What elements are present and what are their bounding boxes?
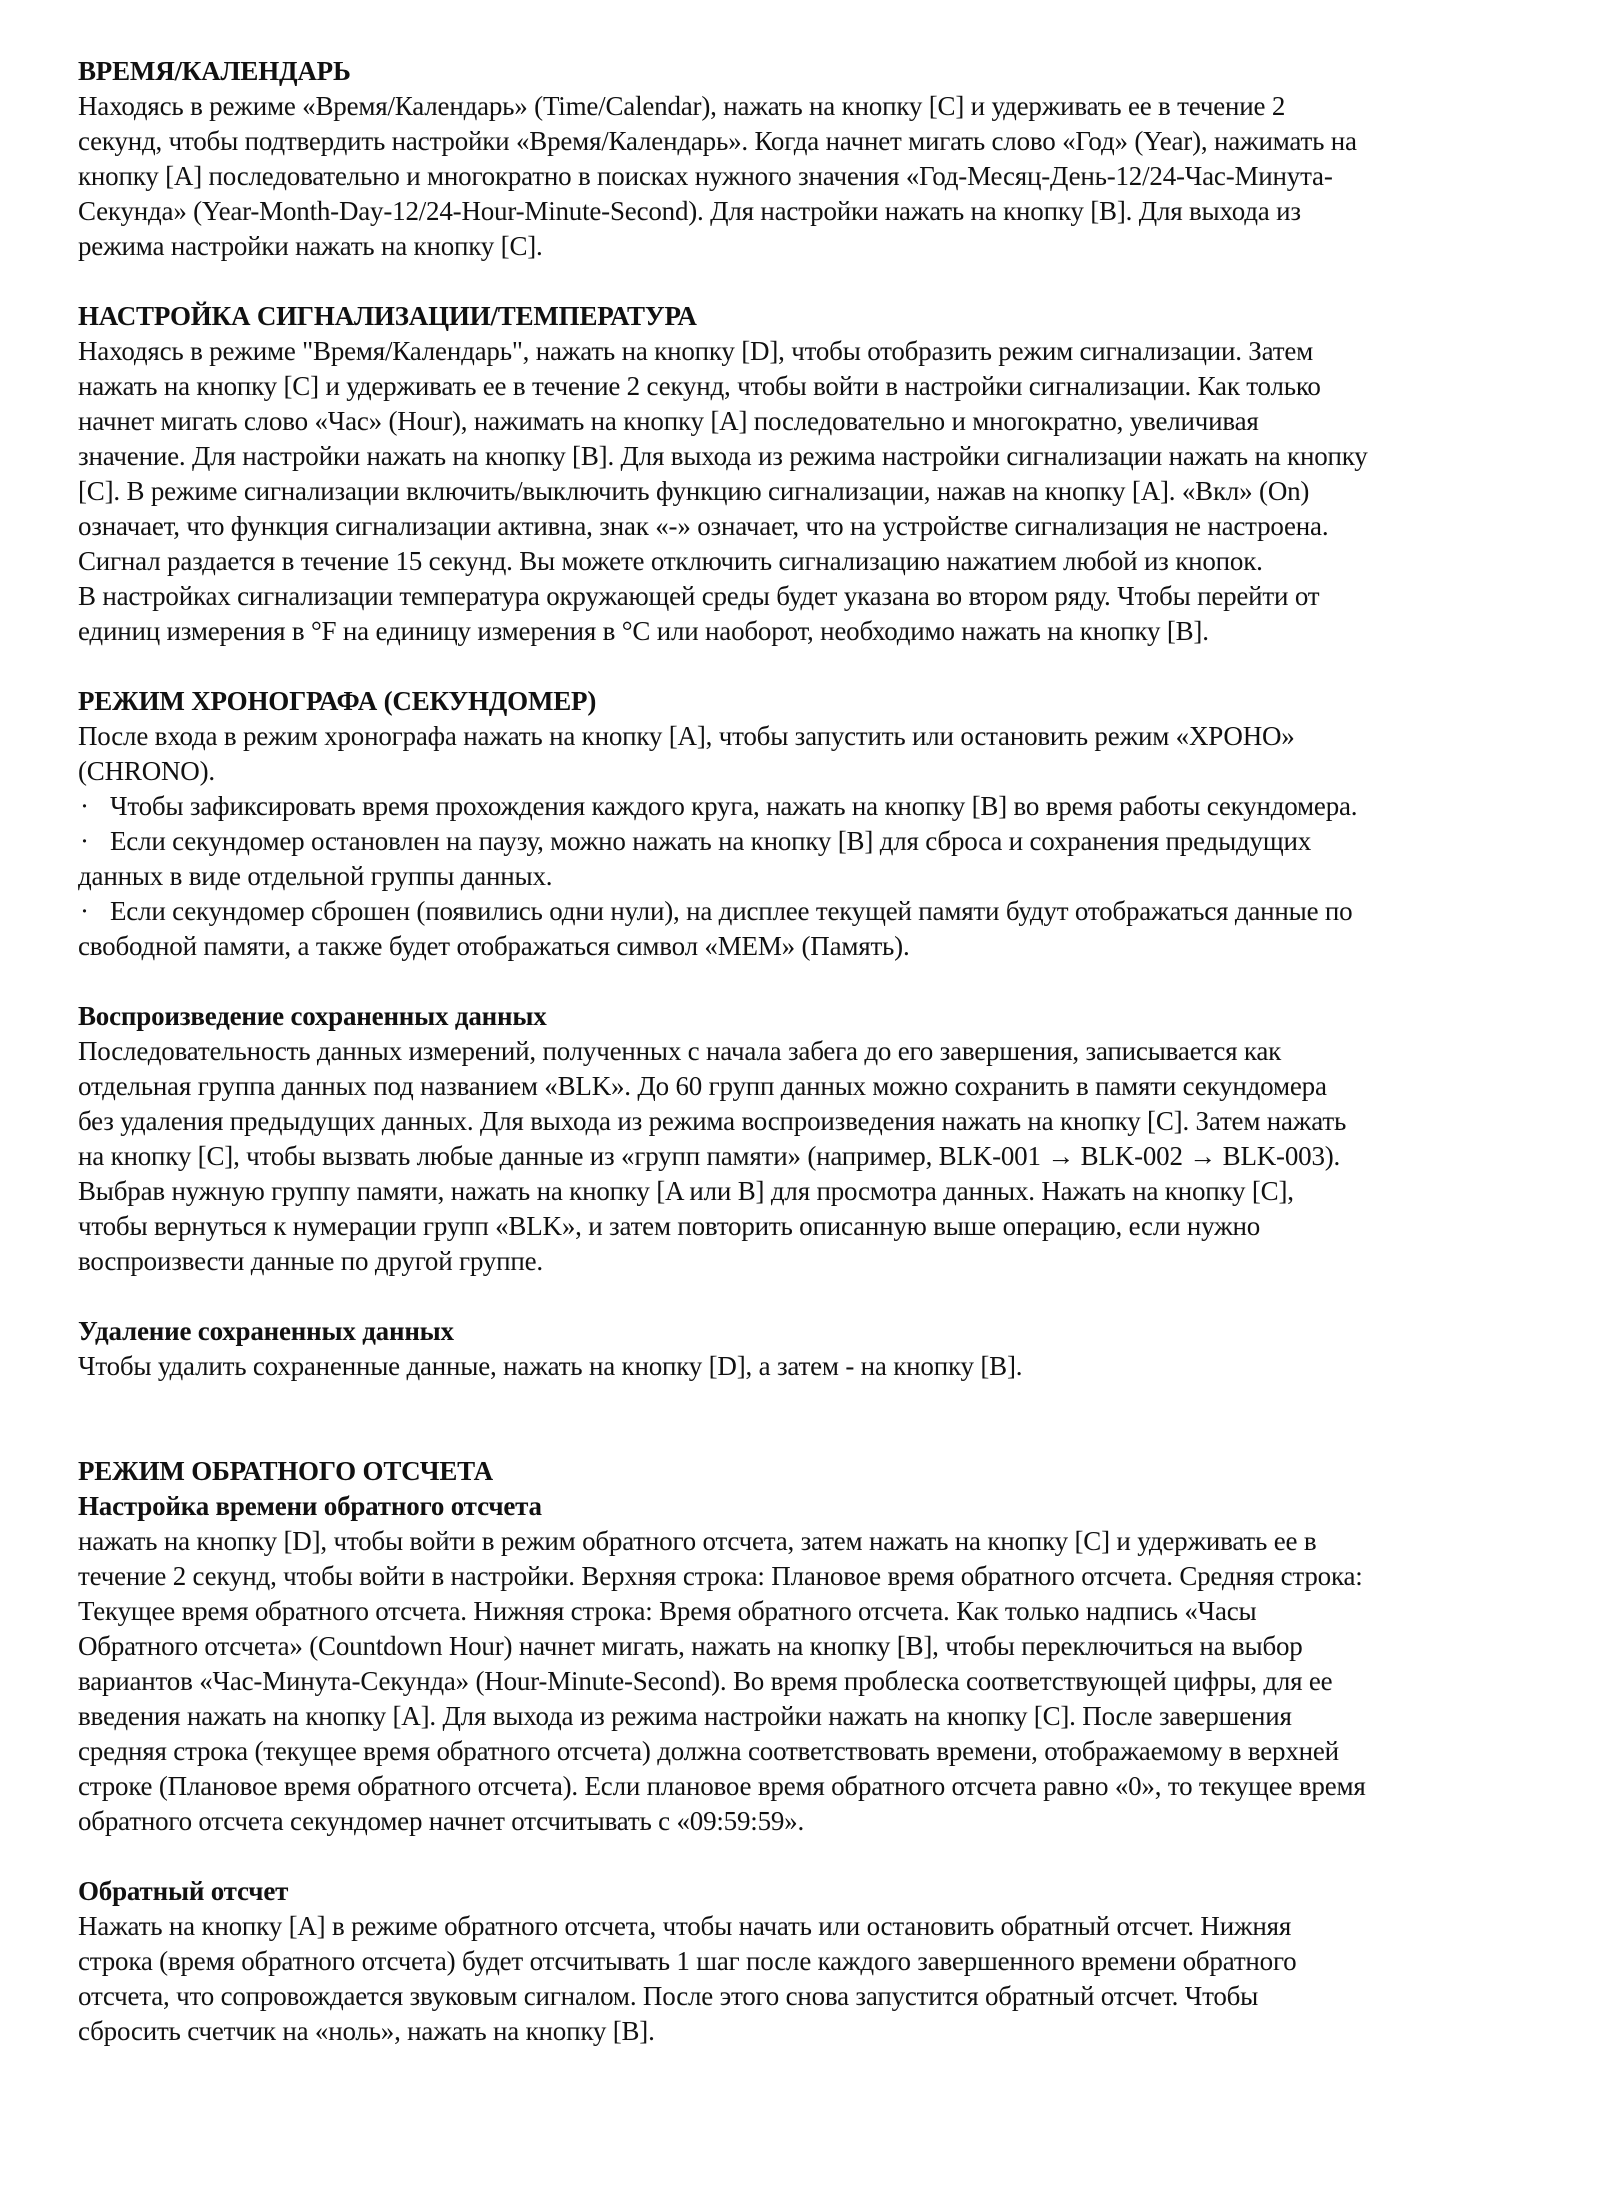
paragraph-line: течение 2 секунд, чтобы войти в настройки. Верхняя строка: Плановое время обратного отсчета. Средняя строка:	[78, 1561, 1363, 1591]
paragraph-line: введения нажать на кнопку [A]. Для выхода из режима настройки нажать на кнопку [C]. После завершения	[78, 1701, 1292, 1731]
paragraph-line: Нажать на кнопку [A] в режиме обратного отсчета, чтобы начать или остановить обратный отсчет. Нижняя	[78, 1911, 1292, 1941]
section-chronograph	[78, 684, 1500, 964]
paragraph-line: воспроизвести данные по другой группе.	[78, 1246, 543, 1276]
section-playback-saved-data	[78, 999, 1500, 1279]
section-subheading: Настройка времени обратного отсчета	[78, 1491, 542, 1521]
section-heading: Обратный отсчет	[78, 1876, 289, 1906]
bullet-text: Если секундомер сброшен (появились одни нули), на дисплее текущей памяти будут отображаться данные по	[110, 896, 1353, 926]
paragraph-line: (CHRONO).	[78, 756, 215, 786]
section-countdown	[78, 1874, 1500, 2049]
paragraph-line: на кнопку [C], чтобы вызвать любые данные из «групп памяти» (например, BLK-001 → BLK-002 → BLK-003).	[78, 1141, 1341, 1171]
paragraph-line: Последовательность данных измерений, полученных с начала забега до его завершения, записывается как	[78, 1036, 1282, 1066]
paragraph-line: отдельная группа данных под названием «BLK». До 60 групп данных можно сохранить в памяти секундомера	[78, 1071, 1327, 1101]
bullet-list	[78, 789, 1500, 964]
paragraph-line: обратного отсчета секундомер начнет отсчитывать с «09:59:59».	[78, 1806, 805, 1836]
paragraph-line: Чтобы удалить сохраненные данные, нажать на кнопку [D], а затем - на кнопку [B].	[78, 1351, 1023, 1381]
bullet-continuation-line: свободной памяти, а также будет отображаться символ «MEM» (Память).	[78, 931, 910, 961]
section-countdown-mode	[78, 1454, 1500, 1839]
paragraph-line: секунд, чтобы подтвердить настройки «Время/Календарь». Когда начнет мигать слово «Год» (Year), нажимать на	[78, 126, 1357, 156]
paragraph-line: [C]. В режиме сигнализации включить/выключить функцию сигнализации, нажав на кнопку [A]. «Вкл» (On)	[78, 476, 1310, 506]
paragraph-line: кнопку [A] последовательно и многократно в поисках нужного значения «Год-Месяц-День-12/24-Час-Минута-	[78, 161, 1333, 191]
section-time-calendar	[78, 54, 1500, 264]
bullet-continuation-line: данных в виде отдельной группы данных.	[78, 861, 553, 891]
bullet-first-line	[78, 894, 1500, 929]
paragraph-line: строка (время обратного отсчета) будет отсчитывать 1 шаг после каждого завершенного времени обратного	[78, 1946, 1297, 1976]
section-heading: НАСТРОЙКА СИГНАЛИЗАЦИИ/ТЕМПЕРАТУРА	[78, 301, 697, 331]
paragraph-line: строке (Плановое время обратного отсчета). Если плановое время обратного отсчета равно «0», то текущее время	[78, 1771, 1366, 1801]
bullet-item	[78, 789, 1500, 824]
paragraph-line: режима настройки нажать на кнопку [C].	[78, 231, 543, 261]
paragraph-line: нажать на кнопку [C] и удерживать ее в течение 2 секунд, чтобы войти в настройки сигнализации. Как только	[78, 371, 1321, 401]
section-spacer	[78, 964, 1500, 999]
section-spacer	[78, 264, 1500, 299]
paragraph-line: Находясь в режиме "Время/Календарь", нажать на кнопку [D], чтобы отобразить режим сигнализации. Затем	[78, 336, 1313, 366]
paragraph-line: Находясь в режиме «Время/Календарь» (Time/Calendar), нажать на кнопку [C] и удерживать ее в течение 2	[78, 91, 1286, 121]
section-spacer	[78, 1279, 1500, 1314]
section-heading: РЕЖИМ ОБРАТНОГО ОТСЧЕТА	[78, 1456, 493, 1486]
paragraph-line: отсчета, что сопровождается звуковым сигналом. После этого снова запустится обратный отсчет. Чтобы	[78, 1981, 1259, 2011]
paragraph-line: единиц измерения в °F на единицу измерения в °C или наоборот, необходимо нажать на кнопку [B].	[78, 616, 1209, 646]
bullet-item	[78, 824, 1500, 894]
paragraph-line: Обратного отсчета» (Countdown Hour) начнет мигать, нажать на кнопку [B], чтобы переключиться на выбор	[78, 1631, 1303, 1661]
section-heading: ВРЕМЯ/КАЛЕНДАРЬ	[78, 56, 351, 86]
section-spacer	[78, 1839, 1500, 1874]
paragraph-line: Сигнал раздается в течение 15 секунд. Вы можете отключить сигнализацию нажатием любой из кнопок.	[78, 546, 1263, 576]
paragraph-line: Текущее время обратного отсчета. Нижняя строка: Время обратного отсчета. Как только надпись «Часы	[78, 1596, 1257, 1626]
bullet-first-line	[78, 824, 1500, 859]
section-heading: Удаление сохраненных данных	[78, 1316, 454, 1346]
section-heading: РЕЖИМ ХРОНОГРАФА (СЕКУНДОМЕР)	[78, 686, 597, 716]
paragraph-line: нажать на кнопку [D], чтобы войти в режим обратного отсчета, затем нажать на кнопку [C] и удерживать ее в	[78, 1526, 1317, 1556]
bullet-text: Если секундомер остановлен на паузу, можно нажать на кнопку [B] для сброса и сохранения предыдущих	[110, 826, 1311, 856]
paragraph-line: означает, что функция сигнализации активна, знак «-» означает, что на устройстве сигнализация не настроена.	[78, 511, 1329, 541]
section-spacer	[78, 649, 1500, 684]
paragraph-line: начнет мигать слово «Час» (Hour), нажимать на кнопку [A] последовательно и многократно, увеличивая	[78, 406, 1259, 436]
paragraph-line: чтобы вернуться к нумерации групп «BLK», и затем повторить описанную выше операцию, если нужно	[78, 1211, 1261, 1241]
paragraph-line: средняя строка (текущее время обратного отсчета) должна соответствовать времени, отображаемому в верхней	[78, 1736, 1339, 1766]
bullet-dot-icon: ·	[80, 791, 89, 821]
paragraph-line: Секунда» (Year-Month-Day-12/24-Hour-Minute-Second). Для настройки нажать на кнопку [B]. Для выхода из	[78, 196, 1301, 226]
bullet-text: Чтобы зафиксировать время прохождения каждого круга, нажать на кнопку [B] во время работы секундомера.	[110, 791, 1358, 821]
paragraph-line: вариантов «Час-Минута-Секунда» (Hour-Minute-Second). Во время проблеска соответствующей цифры, для ее	[78, 1666, 1333, 1696]
section-heading: Воспроизведение сохраненных данных	[78, 1001, 547, 1031]
paragraph-line: В настройках сигнализации температура окружающей среды будет указана во втором ряду. Чтобы перейти от	[78, 581, 1320, 611]
bullet-dot-icon: ·	[80, 826, 89, 856]
bullet-item	[78, 894, 1500, 964]
paragraph-line: После входа в режим хронографа нажать на кнопку [A], чтобы запустить или остановить режим «ХРОНО»	[78, 721, 1295, 751]
bullet-dot-icon: ·	[80, 896, 89, 926]
bullet-first-line	[78, 789, 1500, 824]
section-alarm-temperature	[78, 299, 1500, 649]
section-spacer	[78, 1384, 1500, 1454]
paragraph-line: Выбрав нужную группу памяти, нажать на кнопку [A или B] для просмотра данных. Нажать на кнопку [C],	[78, 1176, 1294, 1206]
paragraph-line: без удаления предыдущих данных. Для выхода из режима воспроизведения нажать на кнопку [C]. Затем нажать	[78, 1106, 1347, 1136]
section-delete-saved-data	[78, 1314, 1500, 1384]
paragraph-line: значение. Для настройки нажать на кнопку [B]. Для выхода из режима настройки сигнализации нажать на кнопку	[78, 441, 1368, 471]
paragraph-line: сбросить счетчик на «ноль», нажать на кнопку [B].	[78, 2016, 655, 2046]
